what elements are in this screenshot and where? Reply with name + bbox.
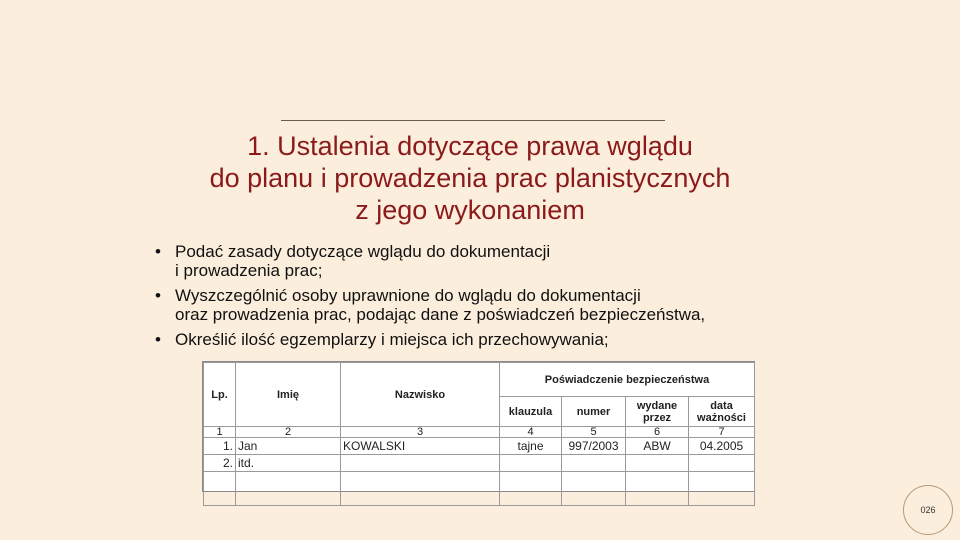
header-klauzula: klauzula xyxy=(500,397,562,427)
cell-klauzula: tajne xyxy=(500,438,562,455)
cell-wydane-przez: ABW xyxy=(626,438,689,455)
cell-numer: 997/2003 xyxy=(562,438,626,455)
column-number: 1 xyxy=(204,427,236,438)
bullet-list xyxy=(155,242,795,355)
bullet-item xyxy=(155,286,795,324)
title-divider xyxy=(281,120,665,121)
cell-numer xyxy=(562,472,626,506)
personnel-table xyxy=(203,362,755,506)
cell-nazwisko xyxy=(341,472,500,506)
cell-data-waznosci xyxy=(689,455,755,472)
cell-data-waznosci xyxy=(689,472,755,506)
table-row xyxy=(204,455,755,472)
title-line-3: z jego wykonaniem xyxy=(355,195,585,225)
page-number: 026 xyxy=(920,505,936,515)
cell-lp: 1. xyxy=(204,438,236,455)
cell-wydane-przez xyxy=(626,472,689,506)
column-number: 5 xyxy=(562,427,626,438)
column-number: 3 xyxy=(341,427,500,438)
bullet-item xyxy=(155,330,795,349)
cell-lp xyxy=(204,472,236,506)
cell-nazwisko: KOWALSKI xyxy=(341,438,500,455)
personnel-form xyxy=(202,361,755,492)
cell-lp: 2. xyxy=(204,455,236,472)
column-number: 2 xyxy=(236,427,341,438)
header-poswiadczenie: Poświadczenie bezpieczeństwa xyxy=(500,363,755,397)
table-row xyxy=(204,438,755,455)
cell-numer xyxy=(562,455,626,472)
cell-imie: Jan xyxy=(236,438,341,455)
table-row-empty xyxy=(204,472,755,506)
bullet-dot-icon: • xyxy=(155,242,161,261)
bullet-text: Określić ilość egzemplarzy i miejsca ich przechowywania; xyxy=(175,330,609,349)
slide-title xyxy=(120,130,820,226)
cell-nazwisko xyxy=(341,455,500,472)
bullet-dot-icon: • xyxy=(155,286,161,305)
header-nazwisko: Nazwisko xyxy=(341,363,500,427)
cell-klauzula xyxy=(500,472,562,506)
title-line-2: do planu i prowadzenia prac planistycznych xyxy=(209,163,731,193)
header-wydane-przez: wydane przez xyxy=(626,397,689,427)
column-number-row xyxy=(204,427,755,438)
header-lp: Lp. xyxy=(204,363,236,427)
cell-klauzula xyxy=(500,455,562,472)
header-numer: numer xyxy=(562,397,626,427)
column-number: 6 xyxy=(626,427,689,438)
bullet-text-cont: oraz prowadzenia prac, podając dane z poświadczeń bezpieczeństwa, xyxy=(175,305,706,324)
cell-data-waznosci: 04.2005 xyxy=(689,438,755,455)
header-imie: Imię xyxy=(236,363,341,427)
page-number-badge xyxy=(903,485,953,535)
column-number: 4 xyxy=(500,427,562,438)
column-number: 7 xyxy=(689,427,755,438)
cell-wydane-przez xyxy=(626,455,689,472)
bullet-dot-icon: • xyxy=(155,330,161,349)
cell-imie: itd. xyxy=(236,455,341,472)
bullet-text-cont: i prowadzenia prac; xyxy=(175,261,323,280)
cell-imie xyxy=(236,472,341,506)
bullet-item xyxy=(155,242,795,280)
bullet-text: Podać zasady dotyczące wglądu do dokumentacji xyxy=(175,242,551,261)
title-line-1: 1. Ustalenia dotyczące prawa wglądu xyxy=(247,131,693,161)
header-data-waznosci: data ważności xyxy=(689,397,755,427)
bullet-text: Wyszczególnić osoby uprawnione do wglądu do dokumentacji xyxy=(175,286,641,305)
